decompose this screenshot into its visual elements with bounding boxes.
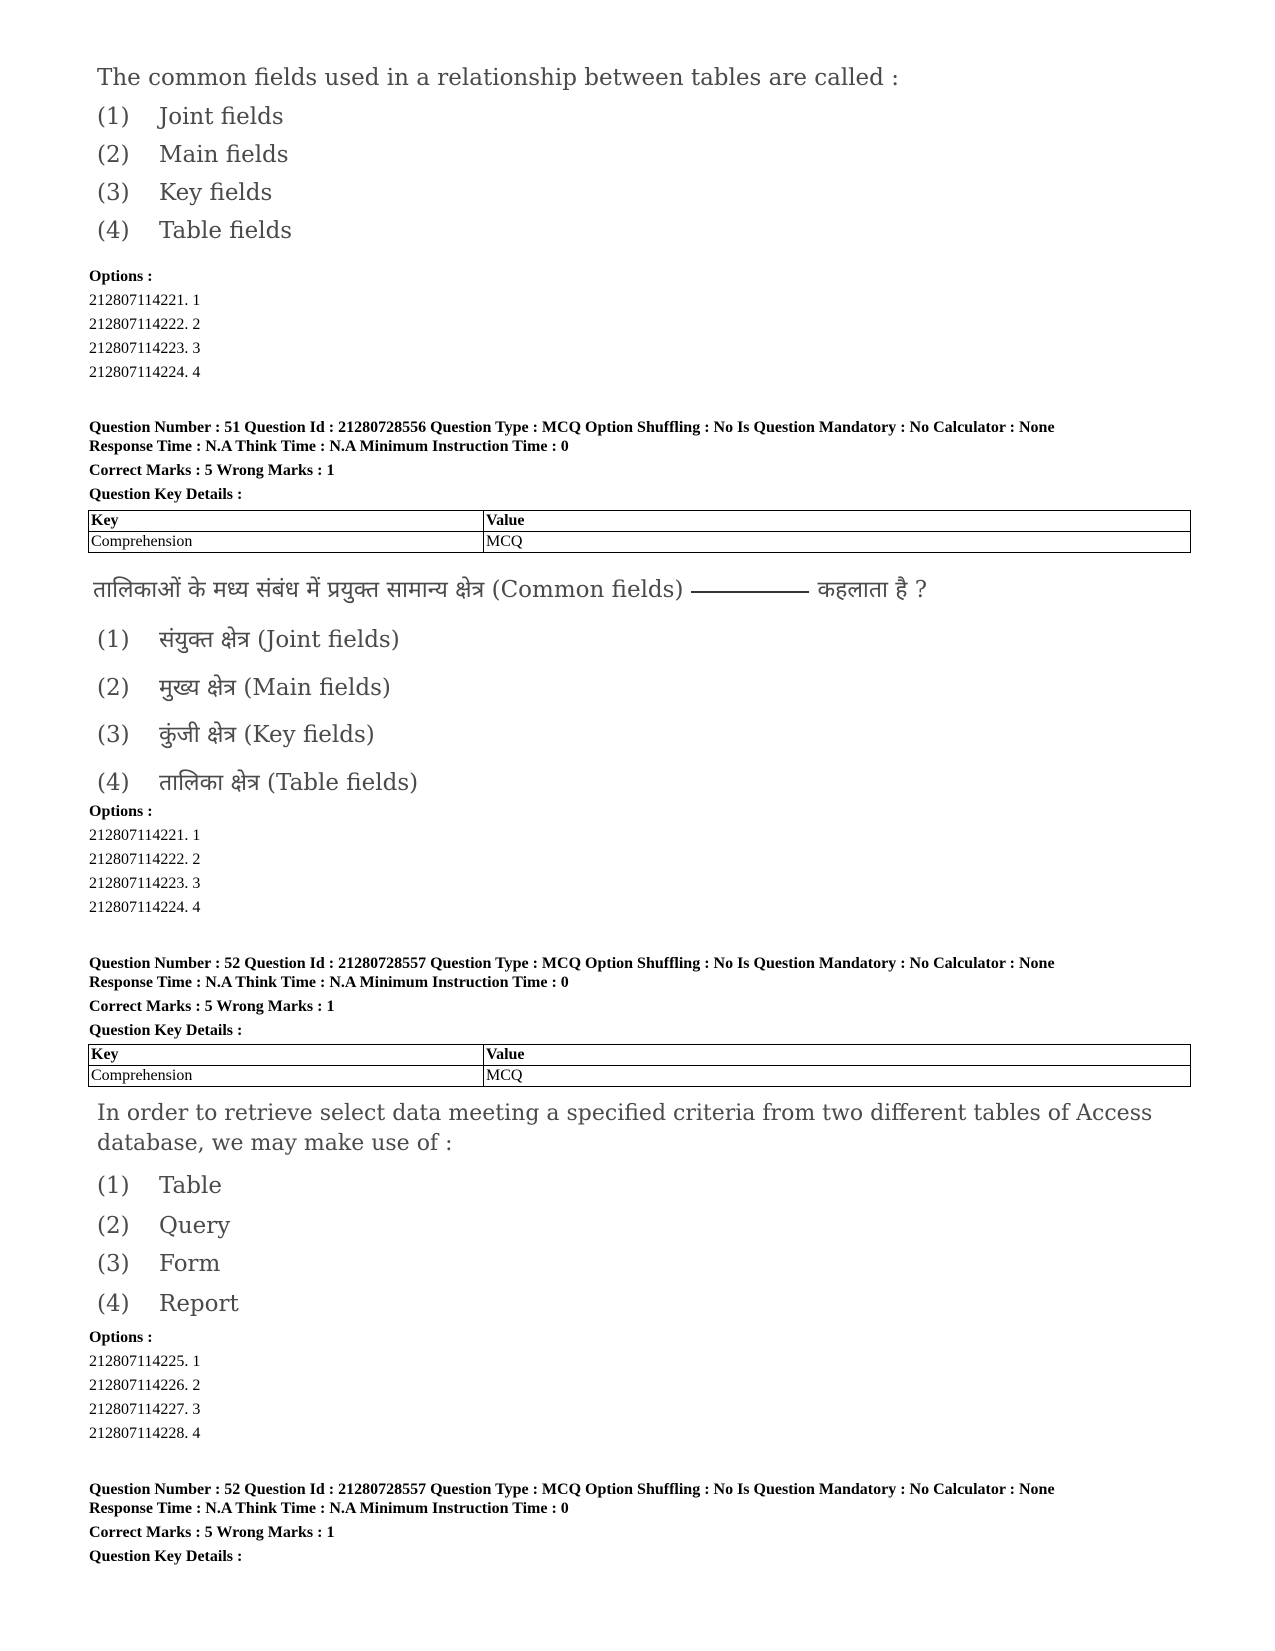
- question-stem: In order to retrieve select data meeting a specified criteria from two different tables of Access: [97, 1101, 1153, 1126]
- option-id: 212807114221. 1: [89, 292, 201, 309]
- option-id: 212807114224. 4: [89, 899, 201, 916]
- question-meta-timing: Response Time : N.A Think Time : N.A Minimum Instruction Time : 0: [89, 974, 569, 991]
- choice-item: (4) Report: [97, 1291, 239, 1317]
- options-label: Options :: [89, 803, 153, 820]
- choice-item: (4) तालिका क्षेत्र (Table fields): [97, 770, 419, 796]
- question-marks: Correct Marks : 5 Wrong Marks : 1: [89, 998, 335, 1015]
- option-id: 212807114224. 4: [89, 364, 201, 381]
- option-id: 212807114228. 4: [89, 1425, 201, 1442]
- options-label: Options :: [89, 1329, 153, 1346]
- table-header-value: Value: [484, 511, 1191, 532]
- choice-item: (4) Table fields: [97, 218, 293, 244]
- key-details-label: Question Key Details :: [89, 1548, 243, 1565]
- key-details-label: Question Key Details :: [89, 486, 243, 503]
- option-id: 212807114222. 2: [89, 316, 201, 333]
- question-marks: Correct Marks : 5 Wrong Marks : 1: [89, 462, 335, 479]
- table-cell-key: Comprehension: [89, 532, 484, 553]
- question-meta-timing: Response Time : N.A Think Time : N.A Minimum Instruction Time : 0: [89, 1500, 569, 1517]
- choice-item: (3) कुंजी क्षेत्र (Key fields): [97, 722, 375, 748]
- table-header-key: Key: [89, 511, 484, 532]
- choice-item: (1) Table: [97, 1173, 222, 1199]
- table-cell-value: MCQ: [484, 1066, 1191, 1087]
- option-id: 212807114225. 1: [89, 1353, 201, 1370]
- question-meta-timing: Response Time : N.A Think Time : N.A Minimum Instruction Time : 0: [89, 438, 569, 455]
- options-label: Options :: [89, 268, 153, 285]
- question-meta: Question Number : 52 Question Id : 21280728557 Question Type : MCQ Option Shuffling : No Is Question Mandatory : No Calculator : None: [89, 955, 1055, 972]
- option-id: 212807114223. 3: [89, 875, 201, 892]
- choice-item: (2) Query: [97, 1213, 231, 1239]
- choice-item: (2) मुख्य क्षेत्र (Main fields): [97, 675, 391, 701]
- key-details-label: Question Key Details :: [89, 1022, 243, 1039]
- question-stem: The common fields used in a relationship between tables are called :: [97, 65, 899, 91]
- option-id: 212807114227. 3: [89, 1401, 201, 1418]
- table-header-value: Value: [484, 1045, 1191, 1066]
- question-marks: Correct Marks : 5 Wrong Marks : 1: [89, 1524, 335, 1541]
- table-cell-value: MCQ: [484, 532, 1191, 553]
- question-meta: Question Number : 52 Question Id : 21280728557 Question Type : MCQ Option Shuffling : No Is Question Mandatory : No Calculator : None: [89, 1481, 1055, 1498]
- question-meta: Question Number : 51 Question Id : 21280728556 Question Type : MCQ Option Shuffling : No Is Question Mandatory : No Calculator : None: [89, 419, 1055, 436]
- table-cell-key: Comprehension: [89, 1066, 484, 1087]
- choice-item: (1) Joint fields: [97, 104, 284, 130]
- question-stem-cont: database, we may make use of :: [97, 1131, 453, 1156]
- option-id: 212807114222. 2: [89, 851, 201, 868]
- choice-item: (1) संयुक्त क्षेत्र (Joint fields): [97, 627, 400, 653]
- table-header-key: Key: [89, 1045, 484, 1066]
- answer-blank: [691, 591, 809, 593]
- choice-item: (2) Main fields: [97, 142, 289, 168]
- option-id: 212807114221. 1: [89, 827, 201, 844]
- key-value-table: [88, 1044, 1191, 1087]
- choice-item: (3) Key fields: [97, 180, 273, 206]
- option-id: 212807114226. 2: [89, 1377, 201, 1394]
- question-stem-hindi: तालिकाओं के मध्य संबंध में प्रयुक्त सामान्य क्षेत्र (Common fields) कहलाता है ?: [93, 577, 928, 603]
- key-value-table: [88, 510, 1191, 553]
- option-id: 212807114223. 3: [89, 340, 201, 357]
- choice-item: (3) Form: [97, 1251, 221, 1277]
